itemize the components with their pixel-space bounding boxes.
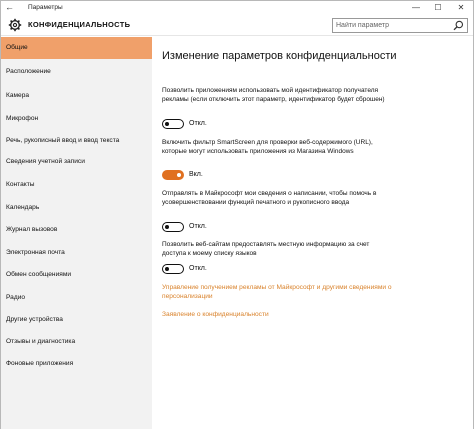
sidebar-item-radios[interactable]: Радио bbox=[6, 294, 26, 301]
sidebar bbox=[1, 37, 152, 429]
search-box[interactable] bbox=[332, 18, 468, 33]
toggle-knob bbox=[177, 173, 181, 177]
close-button[interactable]: ✕ bbox=[457, 3, 465, 12]
sidebar-item-location[interactable]: Расположение bbox=[6, 68, 51, 75]
toggle-knob bbox=[165, 267, 169, 271]
page-header-title: КОНФИДЕНЦИАЛЬНОСТЬ bbox=[28, 20, 131, 29]
toggle-knob bbox=[165, 122, 169, 126]
toggle-knob bbox=[165, 225, 169, 229]
typing-info-toggle[interactable] bbox=[162, 222, 184, 232]
smartscreen-toggle-state: Вкл. bbox=[189, 171, 203, 178]
manage-ads-link[interactable]: Управление получением рекламы от Майкрософт и другими сведениями о персонализации bbox=[162, 284, 392, 300]
language-list-toggle[interactable] bbox=[162, 264, 184, 274]
sidebar-item-call-history[interactable]: Журнал вызовов bbox=[6, 226, 58, 233]
page-title: Изменение параметров конфиденциальности bbox=[162, 50, 397, 62]
setting-smartscreen-description: Включить фильтр SmartScreen для проверки веб-содержимого (URL), которые могут использовать приложения из Магазина Windows bbox=[162, 139, 373, 155]
smartscreen-toggle[interactable] bbox=[162, 170, 184, 180]
sidebar-item-general[interactable]: Общие bbox=[1, 37, 152, 59]
sidebar-item-speech-inking[interactable]: Речь, рукописный ввод и ввод текста bbox=[6, 137, 120, 144]
sidebar-item-account-info[interactable]: Сведения учетной записи bbox=[6, 158, 85, 165]
language-list-toggle-state: Откл. bbox=[189, 265, 207, 272]
advertising-id-toggle[interactable] bbox=[162, 119, 184, 129]
sidebar-item-messaging[interactable]: Обмен сообщениями bbox=[6, 271, 72, 278]
sidebar-item-microphone[interactable]: Микрофон bbox=[6, 115, 39, 122]
header-bar bbox=[1, 14, 473, 36]
minimize-button[interactable]: — bbox=[412, 3, 420, 12]
sidebar-item-camera[interactable]: Камера bbox=[6, 92, 30, 99]
sidebar-item-feedback-diagnostics[interactable]: Отзывы и диагностика bbox=[6, 338, 76, 345]
maximize-button[interactable]: ☐ bbox=[434, 3, 442, 12]
sidebar-item-contacts[interactable]: Контакты bbox=[6, 181, 35, 188]
window-title: Параметры bbox=[28, 4, 63, 11]
sidebar-item-other-devices[interactable]: Другие устройства bbox=[6, 316, 63, 323]
setting-typing-info-description: Отправлять в Майкрософт мои сведения о написании, чтобы помочь в усовершенствовании функций печатного и рукописного ввода bbox=[162, 190, 377, 206]
setting-advertising-id-description: Позволить приложениям использовать мой идентификатор получателя рекламы (если отключить этот параметр, идентификатор будет сброшен) bbox=[162, 87, 385, 103]
setting-language-list-description: Позволить веб-сайтам предоставлять местную информацию за счет доступа к моему списку языков bbox=[162, 241, 370, 257]
advertising-id-toggle-state: Откл. bbox=[189, 120, 207, 127]
sidebar-item-background-apps[interactable]: Фоновые приложения bbox=[6, 360, 74, 367]
title-bar bbox=[1, 1, 473, 14]
privacy-statement-link[interactable]: Заявление о конфиденциальности bbox=[162, 311, 269, 318]
search-icon[interactable] bbox=[453, 20, 464, 31]
main-content bbox=[152, 37, 473, 429]
back-button[interactable]: ← bbox=[5, 2, 14, 12]
sidebar-item-email[interactable]: Электронная почта bbox=[6, 249, 65, 256]
sidebar-item-calendar[interactable]: Календарь bbox=[6, 204, 40, 211]
search-input[interactable] bbox=[333, 19, 451, 32]
gear-icon bbox=[8, 18, 22, 32]
typing-info-toggle-state: Откл. bbox=[189, 223, 207, 230]
